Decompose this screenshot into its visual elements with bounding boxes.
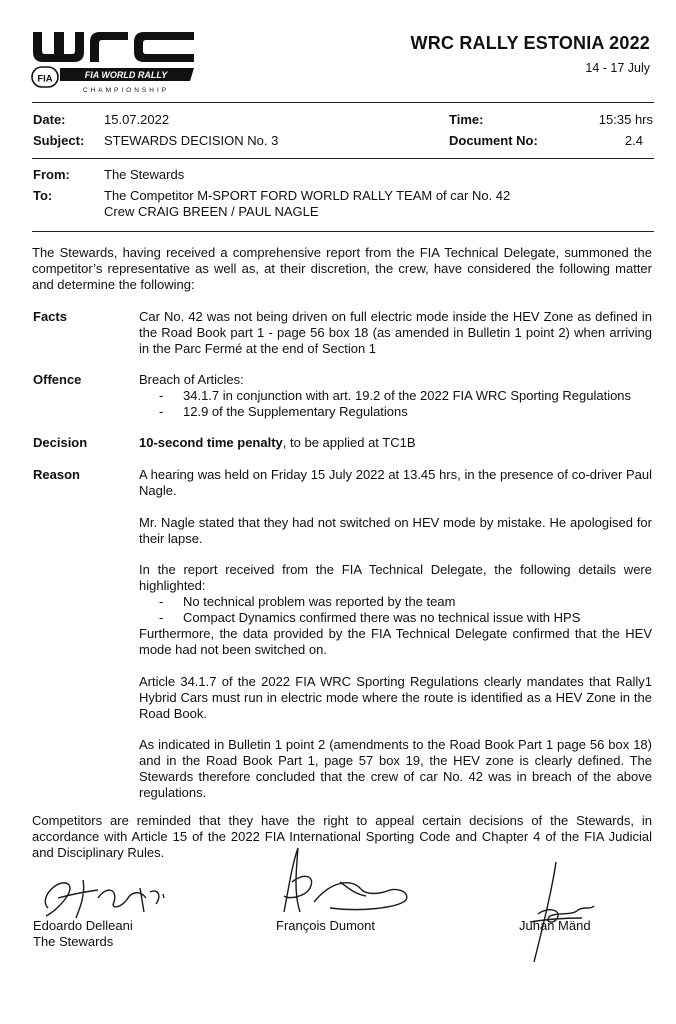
logo-sub2-text: CHAMPIONSHIP	[82, 87, 170, 94]
recipient-rule	[32, 231, 654, 232]
reason-p3-block	[139, 562, 652, 658]
decision-label: Decision	[33, 435, 88, 450]
logo-sub-text: FIA WORLD RALLY	[84, 70, 168, 80]
to-value-line1: The Competitor M-SPORT FORD WORLD RALLY TEAM of car No. 42	[104, 188, 511, 203]
to-label: To:	[33, 188, 53, 203]
reason-p4: Article 34.1.7 of the 2022 FIA WRC Sporting Regulations clearly mandates that Rally1 Hybrid Cars must run in electric mode where the route is identified as a HEV Zone in the Road Book.	[139, 674, 652, 721]
offence-intro: Breach of Articles:	[139, 372, 244, 387]
reason-p1: A hearing was held on Friday 15 July 2022 at 13.45 hrs, in the presence of co-driver Paul Nagle.	[139, 467, 652, 498]
signer-1-name: Edoardo Delleani	[33, 918, 133, 933]
subject-value: STEWARDS DECISION No. 3	[104, 133, 279, 148]
signer-3-name: Juhan Mänd	[519, 918, 591, 933]
signature-mand	[508, 860, 608, 964]
signer-2-name: François Dumont	[276, 918, 375, 933]
offence-item: - 34.1.7 in conjunction with art. 19.2 of the 2022 FIA WRC Sporting Regulations	[159, 388, 632, 403]
docno-label: Document No:	[449, 133, 538, 148]
signature-dumont	[270, 842, 420, 924]
reason-p3: In the report received from the FIA Technical Delegate, the following details were highlighted:	[139, 562, 652, 593]
decision-penalty: 10-second time penalty	[139, 435, 283, 450]
header-rule	[32, 102, 654, 103]
date-value: 15.07.2022	[104, 112, 170, 127]
reason-label: Reason	[33, 467, 80, 482]
time-label: Time:	[449, 112, 484, 127]
subject-label: Subject:	[33, 133, 85, 148]
date-label: Date:	[33, 112, 66, 127]
facts-text: Car No. 42 was not being driven on full electric mode inside the HEV Zone as defined in the Road Book part 1 - page 56 box 18 (as amended in Bulletin 1 point 2) when arriving in the Parc Fermé at the end of Section 1	[139, 309, 652, 356]
decision-rest: , to be applied at TC1B	[282, 435, 416, 450]
fia-badge-text: FIA	[37, 73, 53, 85]
from-value: The Stewards	[104, 167, 185, 182]
wrc-logo-graphic	[30, 26, 200, 98]
offence-item: - 12.9 of the Supplementary Regulations	[159, 404, 408, 419]
to-value-line2: Crew CRAIG BREEN / PAUL NAGLE	[104, 204, 319, 219]
event-dates: 14 - 17 July	[585, 61, 650, 75]
facts-label: Facts	[33, 309, 67, 324]
closing-paragraph: Competitors are reminded that they have the right to appeal certain decisions of the Stewards, in accordance with Article 15 of the 2022 FIA International Sporting Code and Chapter 4 of the FIA Judicial and Disciplinary Rules.	[32, 813, 652, 860]
offence-block	[139, 372, 652, 420]
decision-text	[139, 435, 652, 451]
docno-value: 2.4	[624, 133, 643, 148]
reason-p3-after: Furthermore, the data provided by the FIA Technical Delegate confirmed that the HEV mode had not been switched on.	[139, 626, 652, 657]
offence-label: Offence	[33, 372, 82, 387]
reason-item: - No technical problem was reported by the team	[159, 594, 456, 609]
event-title: WRC RALLY ESTONIA 2022	[410, 33, 650, 53]
wrc-logo	[30, 26, 200, 98]
intro-paragraph: The Stewards, having received a comprehensive report from the FIA Technical Delegate, summoned the competitor’s representative as well as, at their discretion, the crew, have considered the following matter and determine the following:	[32, 245, 652, 292]
from-label: From:	[33, 167, 70, 182]
time-value: 15:35 hrs	[598, 112, 653, 127]
reason-p5: As indicated in Bulletin 1 point 2 (amendments to the Road Book Part 1 page 56 box 18) and in the Road Book Part 1, page 57 box 19, the HEV zone is clearly defined. The Stewards therefore concluded that the crew of car No. 42 was in breach of the above regulations.	[139, 737, 652, 800]
reason-p2: Mr. Nagle stated that they had not switched on HEV mode by mistake. He apologised for their lapse.	[139, 515, 652, 546]
signer-1-role: The Stewards	[33, 934, 114, 949]
meta-rule	[32, 158, 654, 159]
reason-item: - Compact Dynamics confirmed there was no technical issue with HPS	[159, 610, 581, 625]
